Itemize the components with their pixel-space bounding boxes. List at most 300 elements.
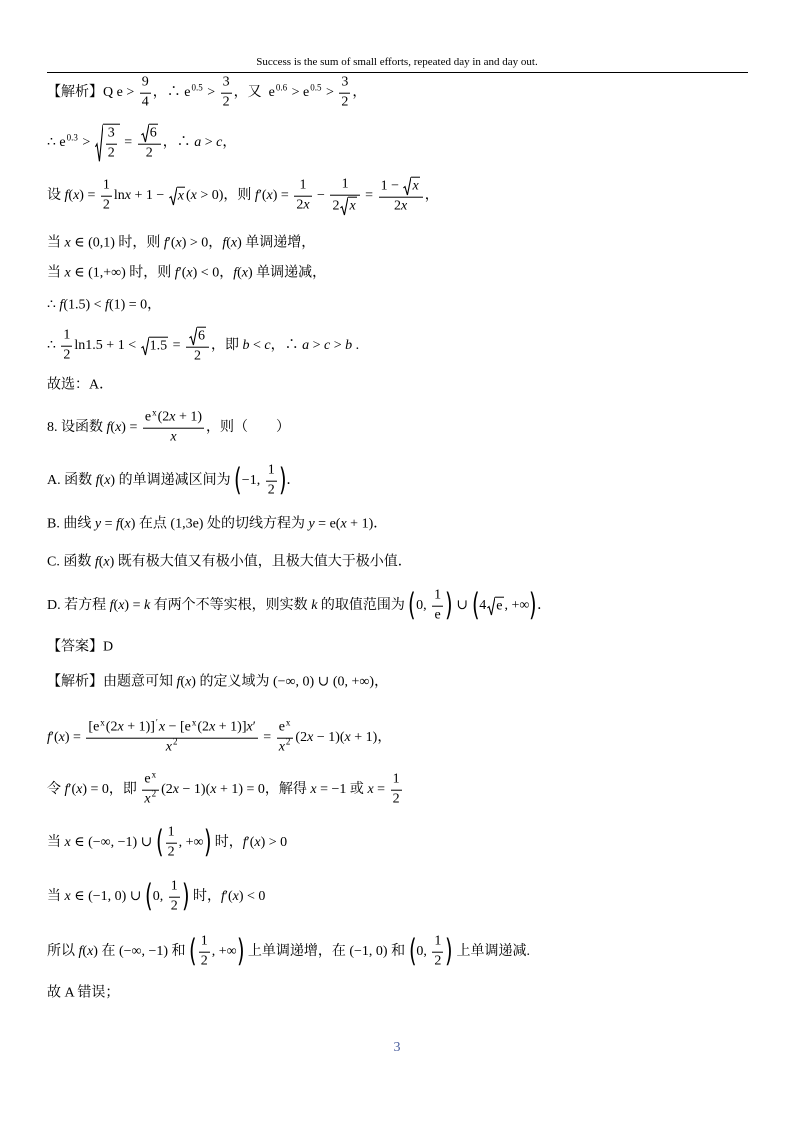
- radical-sign-icon: [487, 597, 495, 616]
- text-run: ) 在点 (1,3e) 处的切线方程为: [130, 516, 309, 532]
- text-run: ∈ (−∞, −1) ∪: [70, 835, 156, 851]
- big-paren: ): [445, 933, 453, 970]
- math-variable: x: [266, 188, 273, 204]
- text-run: 当: [47, 265, 65, 281]
- text-run: 【解析】由题意可知: [47, 674, 177, 690]
- radical-sign-icon: [141, 337, 149, 356]
- text-run: 0,: [152, 889, 167, 905]
- radical-sign-icon: [189, 327, 197, 346]
- text-run: 时，: [189, 889, 221, 905]
- math-variable: f: [106, 420, 111, 436]
- text-run: (: [180, 674, 186, 690]
- text-run: B. 曲线: [47, 516, 95, 532]
- math-variable: b: [242, 338, 250, 354]
- text-run: (: [82, 944, 88, 960]
- text-run: ．: [537, 598, 552, 614]
- square-root: [141, 124, 158, 143]
- text-run: ，即: [211, 338, 243, 354]
- math-variable: f: [59, 297, 64, 313]
- math-variable: f: [64, 188, 69, 204]
- math-variable: f: [254, 188, 259, 204]
- text-run: + 1)]: [215, 719, 247, 735]
- text-run: 有两个不等实根，则实数: [150, 598, 312, 614]
- text-run: 2: [200, 953, 208, 969]
- text-run: + 1)，: [350, 730, 392, 746]
- content-line: [47, 553, 412, 571]
- text-run: 当: [47, 835, 65, 851]
- text-run: 2: [394, 198, 402, 214]
- text-run: Q: [103, 85, 117, 101]
- fraction-denominator: [61, 347, 72, 365]
- text-run: 2: [392, 791, 400, 807]
- text-run: .: [352, 338, 360, 354]
- fraction-denominator: [101, 197, 112, 215]
- math-variable: x: [246, 719, 253, 735]
- text-run: 的取值范围为: [317, 598, 409, 614]
- text-run: ，∴ e: [152, 85, 191, 101]
- text-run: ，: [424, 188, 439, 204]
- text-run: >: [122, 85, 138, 101]
- text-run: + 1)]: [123, 719, 155, 735]
- text-run: (: [98, 554, 104, 570]
- text-run: 设: [47, 188, 65, 204]
- text-run: + 1)．: [346, 516, 388, 532]
- math-variable: f: [220, 889, 225, 905]
- big-paren: (: [145, 878, 153, 915]
- text-run: − [e: [165, 719, 191, 735]
- radicand: [149, 124, 158, 143]
- big-paren: (: [471, 587, 480, 624]
- text-run: 1: [167, 824, 175, 840]
- big-paren: ): [203, 824, 212, 861]
- superscript: x: [191, 717, 197, 728]
- text-run: 令: [47, 782, 65, 798]
- big-paren: ): [445, 587, 453, 624]
- math-variable: x: [190, 188, 197, 204]
- text-run: = −1 或: [316, 782, 368, 798]
- text-run: >: [203, 85, 219, 101]
- math-variable: x: [172, 782, 180, 798]
- fraction-numerator: [432, 934, 443, 953]
- text-run: ∴: [47, 338, 60, 354]
- math-variable: f: [233, 265, 238, 281]
- text-run: e: [434, 607, 441, 623]
- text-run: = e(: [314, 516, 341, 532]
- math-variable: x: [169, 409, 176, 425]
- text-run: e: [116, 85, 123, 101]
- fraction-numerator: [199, 934, 210, 953]
- math-variable: a: [194, 135, 202, 151]
- superscript: 2: [172, 737, 178, 748]
- fraction-numerator: [169, 879, 180, 898]
- text-run: ∴ e: [47, 135, 66, 151]
- math-variable: x: [158, 719, 166, 735]
- text-run: >: [322, 85, 338, 101]
- text-run: (: [185, 188, 191, 204]
- fraction: [138, 124, 161, 163]
- content-line: [47, 264, 326, 282]
- text-run: 2: [332, 198, 340, 214]
- fraction-numerator: [86, 717, 257, 739]
- text-run: 当: [47, 235, 65, 251]
- math-variable: x: [186, 265, 193, 281]
- text-run: ∈ (−1, 0) ∪: [70, 889, 146, 905]
- math-variable: f: [47, 730, 51, 746]
- math-variable: x: [230, 235, 238, 251]
- text-run: , +∞: [178, 835, 204, 851]
- math-variable: f: [95, 473, 100, 489]
- text-run: 2: [434, 953, 442, 969]
- fraction-numerator: [142, 769, 159, 791]
- content-line: [47, 463, 300, 500]
- big-paren: (: [155, 824, 164, 861]
- text-run: (2: [161, 782, 173, 798]
- superscript: x: [151, 769, 157, 780]
- text-run: > e: [288, 85, 310, 101]
- fraction: [142, 769, 159, 809]
- math-variable: x: [412, 178, 419, 194]
- text-run: − 1)(: [313, 730, 345, 746]
- fraction: [432, 934, 443, 971]
- math-variable: f: [64, 782, 69, 798]
- content-line: [47, 879, 265, 916]
- text-run: ，∴: [270, 338, 303, 354]
- text-run: ln1.5 + 1 <: [74, 338, 140, 354]
- square-root: [487, 597, 503, 616]
- content-line: [47, 327, 359, 366]
- radical-sign-icon: [403, 177, 411, 196]
- superscript: x: [100, 717, 105, 728]
- fraction-numerator: [266, 463, 277, 482]
- text-run: ，∴: [162, 135, 195, 151]
- text-run: 2: [167, 844, 175, 860]
- text-run: (: [110, 420, 116, 436]
- math-variable: x: [124, 516, 131, 532]
- text-run: (2: [197, 719, 210, 735]
- radical-sign-icon: [141, 124, 149, 143]
- math-variable: x: [232, 889, 239, 905]
- math-variable: x: [64, 235, 71, 251]
- fraction-numerator: [61, 328, 72, 347]
- superscript: x: [152, 407, 157, 418]
- math-variable: c: [264, 338, 271, 354]
- big-paren: (: [408, 587, 417, 624]
- fraction: [186, 327, 209, 366]
- math-variable: f: [222, 235, 227, 251]
- text-run: ′(: [68, 782, 77, 798]
- text-run: (2: [295, 730, 308, 746]
- text-run: 故选：A．: [47, 377, 114, 393]
- fraction-denominator: [266, 482, 277, 500]
- fraction: [140, 75, 151, 112]
- text-run: ) < 0: [238, 889, 266, 905]
- math-variable: x: [64, 889, 71, 905]
- big-paren: ): [181, 878, 190, 915]
- math-variable: f: [174, 265, 179, 281]
- text-run: ，: [222, 135, 237, 151]
- page-number: 3: [393, 1040, 401, 1055]
- content-line: [47, 407, 291, 447]
- math-variable: a: [302, 338, 310, 354]
- math-variable: x: [303, 197, 310, 213]
- math-variable: x: [58, 730, 65, 746]
- text-run: 3: [107, 125, 115, 141]
- math-variable: x: [344, 730, 351, 746]
- text-run: 1: [299, 177, 307, 193]
- text-run: 1: [341, 176, 349, 192]
- text-run: 1 −: [380, 178, 403, 194]
- text-run: + 1): [175, 409, 203, 425]
- square-root: [189, 327, 206, 346]
- text-run: e: [496, 598, 503, 614]
- text-run: 9: [141, 74, 149, 90]
- text-run: −: [313, 188, 329, 204]
- text-run: ′(: [258, 188, 267, 204]
- text-run: ) =: [64, 730, 85, 746]
- text-run: −1,: [241, 473, 264, 489]
- math-variable: f: [115, 516, 120, 532]
- math-variable: x: [401, 198, 408, 214]
- radicand: [197, 327, 206, 346]
- text-run: ) 单调递减，: [247, 265, 327, 281]
- math-variable: x: [175, 235, 182, 251]
- text-run: (: [113, 598, 119, 614]
- fraction: [330, 177, 359, 216]
- square-root: [95, 124, 120, 163]
- fraction: [339, 75, 350, 112]
- fraction: [86, 717, 257, 757]
- math-variable: f: [242, 835, 247, 851]
- text-run: =: [373, 782, 389, 798]
- big-paren: (: [408, 933, 417, 970]
- square-root: [403, 177, 419, 196]
- fraction-denominator: [432, 953, 443, 971]
- text-run: (: [226, 235, 231, 251]
- text-run: =: [259, 730, 275, 746]
- text-run: e: [278, 719, 285, 735]
- square-root: [169, 187, 185, 206]
- math-variable: x: [185, 674, 192, 690]
- fraction-numerator: [294, 178, 311, 197]
- fraction: [221, 75, 232, 112]
- fraction-numerator: [143, 407, 204, 429]
- text-run: 上单调递减.: [453, 944, 531, 960]
- math-variable: x: [210, 782, 217, 798]
- text-run: 1: [434, 933, 442, 949]
- math-variable: f: [109, 598, 114, 614]
- text-run: 【答案】D: [47, 639, 114, 655]
- text-run: 2: [145, 145, 153, 161]
- fraction-numerator: [140, 75, 151, 94]
- content-line: [47, 124, 236, 163]
- radicand: [348, 197, 356, 216]
- text-run: [e: [88, 719, 100, 735]
- text-run: 2: [194, 348, 202, 364]
- content-line: [47, 75, 366, 112]
- math-variable: x: [310, 782, 317, 798]
- fraction: [277, 717, 294, 757]
- text-run: 1: [170, 878, 178, 894]
- text-run: (: [119, 516, 125, 532]
- content-line: [47, 588, 551, 625]
- text-run: ′: [252, 719, 256, 735]
- text-run: ) =: [121, 420, 141, 436]
- text-run: 2: [296, 197, 304, 213]
- math-variable: x: [115, 420, 122, 436]
- content-line: [47, 515, 387, 533]
- text-run: 2: [267, 482, 275, 498]
- text-run: 【解析】: [47, 85, 103, 101]
- text-run: 4: [479, 598, 487, 614]
- content-line: [47, 825, 287, 862]
- header-motto: Success is the sum of small efforts, repeated day in and day out.: [256, 56, 538, 68]
- fraction: [379, 177, 423, 216]
- square-root: [141, 337, 169, 356]
- math-variable: x: [117, 719, 124, 735]
- superscript: 0.6: [275, 82, 288, 93]
- text-run: > 0)，则: [196, 188, 255, 204]
- fraction-numerator: [277, 717, 294, 739]
- fraction-denominator: [199, 953, 210, 971]
- content-line: [47, 296, 161, 314]
- text-run: ) > 0，: [181, 235, 223, 251]
- radicand: [177, 187, 185, 206]
- math-variable: f: [78, 944, 83, 960]
- radical-sign-icon: [95, 124, 103, 163]
- text-run: <: [249, 338, 265, 354]
- math-variable: x: [64, 835, 71, 851]
- content-line: [47, 984, 119, 1002]
- text-run: A. 函数: [47, 473, 96, 489]
- fraction-denominator: [432, 607, 443, 625]
- math-variable: x: [177, 188, 184, 204]
- fraction-denominator: [391, 791, 402, 809]
- fraction-denominator: [277, 739, 294, 757]
- header-rule: [47, 72, 748, 73]
- math-variable: x: [367, 782, 374, 798]
- text-run: ∈ (1,+∞) 时，则: [70, 265, 175, 281]
- text-run: ) 单调递增，: [237, 235, 316, 251]
- text-run: 2: [63, 347, 71, 363]
- text-run: (1.5) <: [63, 297, 106, 313]
- content-line: [47, 673, 388, 691]
- math-variable: y: [94, 516, 102, 532]
- fraction-numerator: [221, 75, 232, 94]
- content-line: [47, 638, 113, 656]
- text-run: (1) = 0，: [108, 297, 162, 313]
- text-run: 1: [102, 177, 110, 193]
- text-run: − 1)(: [179, 782, 211, 798]
- text-run: 2: [107, 145, 115, 161]
- text-run: + 1 −: [130, 188, 168, 204]
- big-paren: ): [278, 462, 287, 499]
- text-run: 6: [198, 328, 206, 344]
- big-paren: ): [529, 587, 538, 624]
- text-run: 1: [200, 933, 208, 949]
- text-run: 2: [102, 197, 110, 213]
- radicand: [495, 597, 503, 616]
- text-run: 1.5: [149, 338, 168, 354]
- text-run: , +∞: [211, 944, 237, 960]
- text-run: ) 既有极大值又有极小值，且极大值大于极小值．: [109, 554, 412, 570]
- text-run: 所以: [47, 944, 79, 960]
- radical-sign-icon: [169, 187, 177, 206]
- text-run: =: [361, 188, 377, 204]
- math-variable: x: [124, 188, 131, 204]
- superscript: 2: [285, 737, 291, 748]
- math-variable: x: [73, 188, 80, 204]
- math-variable: f: [176, 674, 181, 690]
- content-line: [47, 769, 404, 809]
- math-variable: f: [94, 554, 99, 570]
- text-run: ′(: [178, 265, 187, 281]
- fraction: [294, 178, 311, 215]
- text-run: >: [309, 338, 325, 354]
- fraction-numerator: [379, 177, 423, 198]
- content-line: [47, 934, 530, 971]
- big-paren: ): [236, 933, 245, 970]
- text-run: (2: [105, 719, 118, 735]
- math-variable: c: [324, 338, 331, 354]
- text-run: 1: [434, 587, 442, 603]
- text-run: ) =: [272, 188, 293, 204]
- square-root: [340, 197, 356, 216]
- fraction: [166, 825, 177, 862]
- text-run: 0,: [416, 598, 431, 614]
- content-line: [47, 717, 392, 757]
- text-run: (2: [157, 409, 170, 425]
- superscript: 2: [151, 789, 157, 800]
- text-run: (: [237, 265, 242, 281]
- math-variable: x: [349, 198, 356, 214]
- text-run: 4: [141, 94, 149, 110]
- fraction: [391, 772, 402, 809]
- text-run: (: [99, 473, 105, 489]
- text-run: >: [78, 135, 94, 151]
- text-run: ，: [352, 85, 367, 101]
- big-paren: (: [189, 933, 197, 970]
- text-run: ) =: [124, 598, 144, 614]
- text-run: e: [144, 771, 151, 787]
- math-variable: k: [143, 598, 151, 614]
- text-run: ′(: [50, 730, 59, 746]
- text-run: ) = 0，即: [82, 782, 141, 798]
- math-variable: k: [311, 598, 318, 614]
- math-variable: x: [165, 739, 172, 755]
- math-variable: x: [64, 265, 71, 281]
- fraction-denominator: [106, 145, 117, 163]
- math-variable: x: [254, 835, 261, 851]
- math-variable: x: [104, 473, 111, 489]
- math-variable: x: [241, 265, 248, 281]
- fraction-denominator: [169, 898, 180, 916]
- text-run: 0,: [416, 944, 431, 960]
- math-variable: x: [118, 598, 125, 614]
- text-run: ln: [113, 188, 125, 204]
- text-run: 1: [267, 462, 275, 478]
- fraction-denominator: [138, 145, 161, 163]
- fraction: [432, 588, 443, 625]
- math-variable: x: [170, 429, 177, 445]
- text-run: ，则（ ）: [206, 420, 291, 436]
- text-run: =: [101, 516, 116, 532]
- fraction-numerator: [186, 327, 209, 348]
- fraction: [101, 178, 112, 215]
- text-run: 故 A 错误；: [47, 985, 120, 1001]
- math-variable: y: [308, 516, 315, 532]
- text-run: 3: [341, 74, 349, 90]
- superscript: 0.5: [191, 82, 203, 93]
